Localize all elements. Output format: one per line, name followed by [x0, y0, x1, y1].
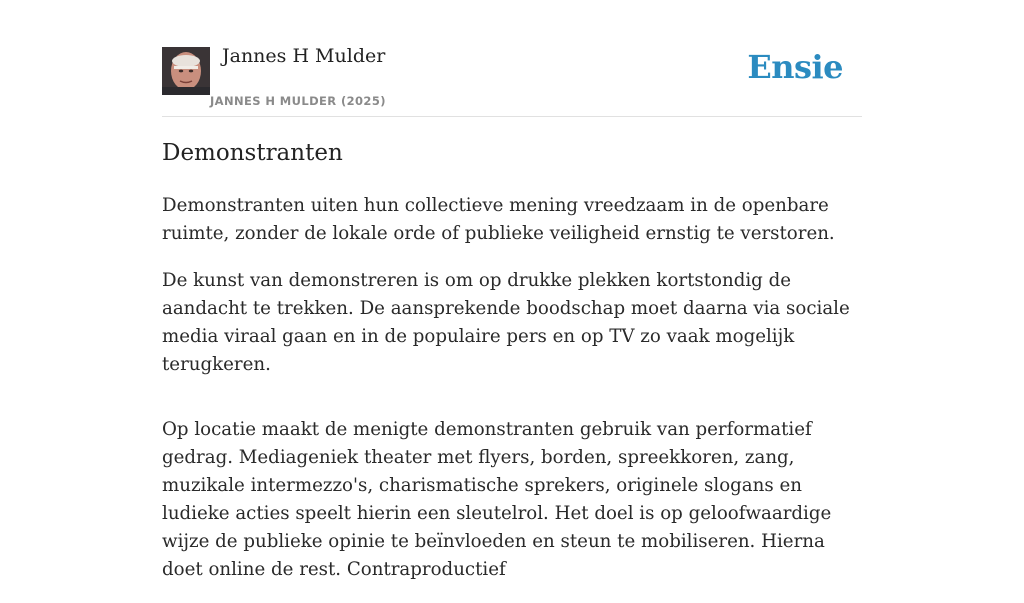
author-avatar[interactable] — [162, 47, 210, 95]
article-title: Demonstranten — [162, 140, 343, 166]
article-paragraph: Demonstranten uiten hun collectieve mening vreedzaam in de openbare ruimte, zonder de lokale orde of publieke veiligheid ernstig te verstoren. — [162, 195, 835, 244]
article-header — [162, 0, 862, 117]
article-paragraph: De kunst van demonstreren is om op drukke plekken kortstondig de aandacht te trekken. De aansprekende boodschap moet daarna via sociale media viraal gaan en in de populaire pers en op TV zo vaak mogelijk terugkeren. — [162, 270, 850, 375]
author-byline: JANNES H MULDER (2025) — [210, 94, 386, 108]
author-name[interactable]: Jannes H Mulder — [222, 45, 386, 67]
avatar-portrait-icon — [162, 47, 210, 95]
article-paragraph: Op locatie maakt de menigte demonstranten gebruik van performatief gedrag. Mediageniek theater met flyers, borden, spreekkoren, zang, muzikale intermezzo's, charismatische sprekers, originele slogans en ludieke acties speelt hierin een sleutelrol. Het doel is op geloofwaardige wijze de publieke opinie te beïnvloeden en steun te mobiliseren. Hierna doet online de rest. Contraproductief — [162, 419, 832, 580]
ensie-logo[interactable]: Ensie — [747, 48, 843, 86]
article-body — [162, 192, 862, 603]
